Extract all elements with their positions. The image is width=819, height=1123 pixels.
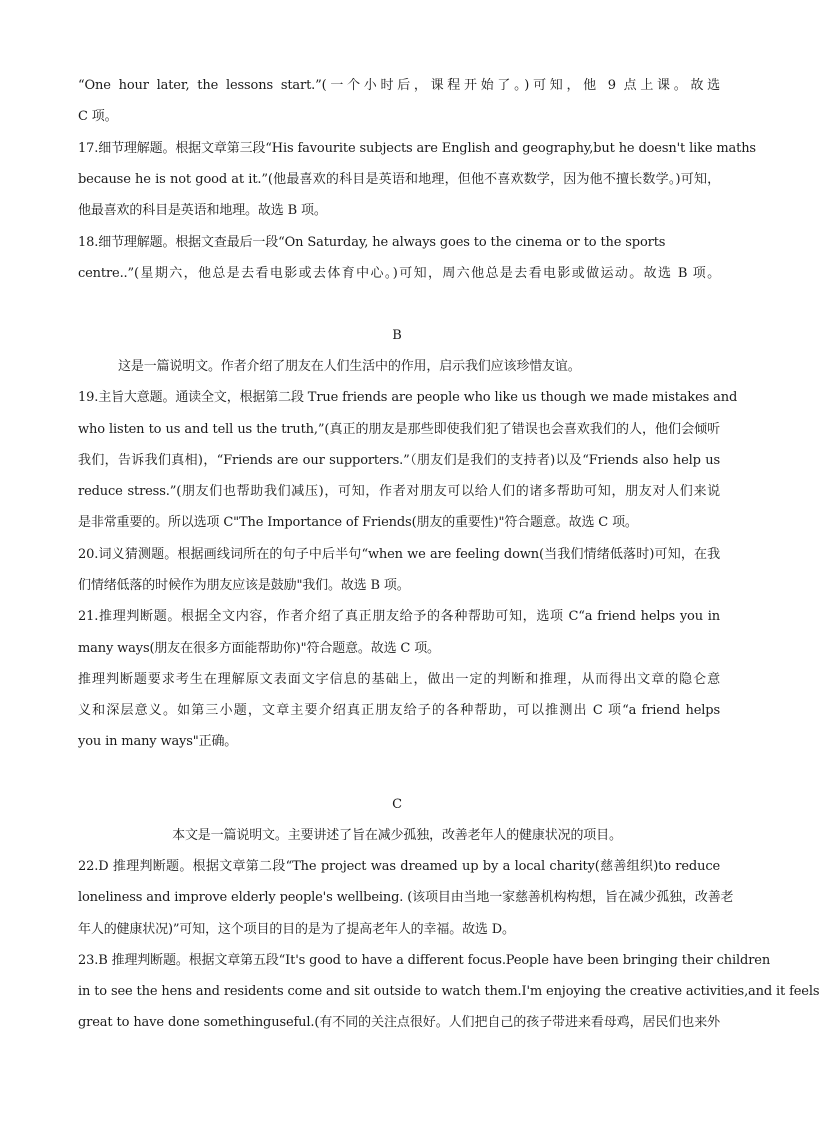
answer-20-line: 20.词义猜测题。根据画线词所在的句子中后半句“when we are feeling down(当我们情绪低落时)可知，在我 [78,547,720,562]
answer-23-line: in to see the hens and residents come and sit outside to watch them.I'm enjoying the creative activities,and it feels [78,984,819,999]
section-c-intro: 本文是一篇说明文。主要讲述了旨在减少孤独，改善老年人的健康状况的项目。 [172,828,622,843]
analysis-line: 义和深层意义。如第三小题，文章主要介绍真正朋友给子的各种帮助，可以推测出 C 项“a friend helps [78,703,720,718]
answer-22-line: 年人的健康状况)”可知，这个项目的目的是为了提高老年人的幸福。故选 D。 [78,922,515,937]
answer-18-line: centre..”(星期六，他总是去看电影或去体育中心。)可知，周六他总是去看电影或做运动。故选 B 项。 [78,266,720,281]
answer-17-line: 17.细节理解题。根据文章第三段“His favourite subjects are English and geography,but he doesn't like maths [78,141,756,156]
answer-17-line: because he is not good at it.”(他最喜欢的科目是英语和地理，但他不喜欢数学，因为他不擅长数学。)可知， [78,172,720,187]
answer-22-line: loneliness and improve elderly people's wellbeing. (该项目由当地一家慈善机构构想，旨在减少孤独，改善老 [78,890,734,905]
answer-23-line: great to have done somethinguseful.(有不同的关注点很好。人们把自己的孩子带进来看母鸡，居民们也来外 [78,1015,720,1030]
answer-23-line: 23.B 推理判断题。根据文章第五段“It's good to have a different focus.People have been bringing their children [78,953,771,968]
answer-20-line: 们情绪低落的时候作为朋友应该是鼓励"我们。故选 B 项。 [78,578,410,593]
answer-22-line: 22.D 推理判断题。根据文章第二段“The project was dreamed up by a local charity(慈善组织)to reduce [78,859,720,874]
answer-21-line: many ways(朋友在很多方面能帮助你)"符合题意。故选 C 项。 [78,641,440,656]
analysis-line: you in many ways"正确。 [78,734,238,749]
section-heading-b: B [392,328,402,343]
analysis-line: 推理判断题要求考生在理解原文表面文字信息的基础上，做出一定的判断和推理，从而得出文章的隐仑意 [78,672,720,687]
section-heading-c: C [392,797,402,812]
answer-19-line: 我们，告诉我们真相)，“Friends are our supporters.”（朋友们是我们的支持者)以及“Friends also help us [78,453,720,468]
answer-17-line: 他最喜欢的科目是英语和地理。故选 B 项。 [78,203,327,218]
answer-21-line: 21.推理判断题。根据全文内容，作者介绍了真正朋友给予的各种帮助可知，选项 C“a friend helps you in [78,609,720,624]
answer-19-line: 19.主旨大意题。通读全文，根据第二段 True friends are people who like us though we made mistakes and [78,390,738,405]
answer-line: “One hour later, the lessons start.”(一个小时后，课程开始了。)可知，他 9 点上课。故选 [78,78,720,93]
answer-19-line: 是非常重要的。所以选项 C"The Importance of Friends(朋友的重要性)"符合题意。故选 C 项。 [78,515,638,530]
answer-18-line: 18.细节理解题。根据文查最后一段“On Saturday, he always goes to the cinema or to the sports [78,235,666,250]
answer-19-line: who listen to us and tell us the truth,”(真正的朋友是那些即使我们犯了错误也会喜欢我们的人，他们会倾听 [78,422,720,437]
answer-19-line: reduce stress.”(朋友们也帮助我们减压)，可知，作者对朋友可以给人们的诸多帮助可知，朋友对人们来说 [78,484,720,499]
section-b-intro: 这是一篇说明文。作者介绍了朋友在人们生活中的作用，启示我们应该珍惜友谊。 [118,359,581,374]
answer-line: C 项。 [78,109,118,124]
